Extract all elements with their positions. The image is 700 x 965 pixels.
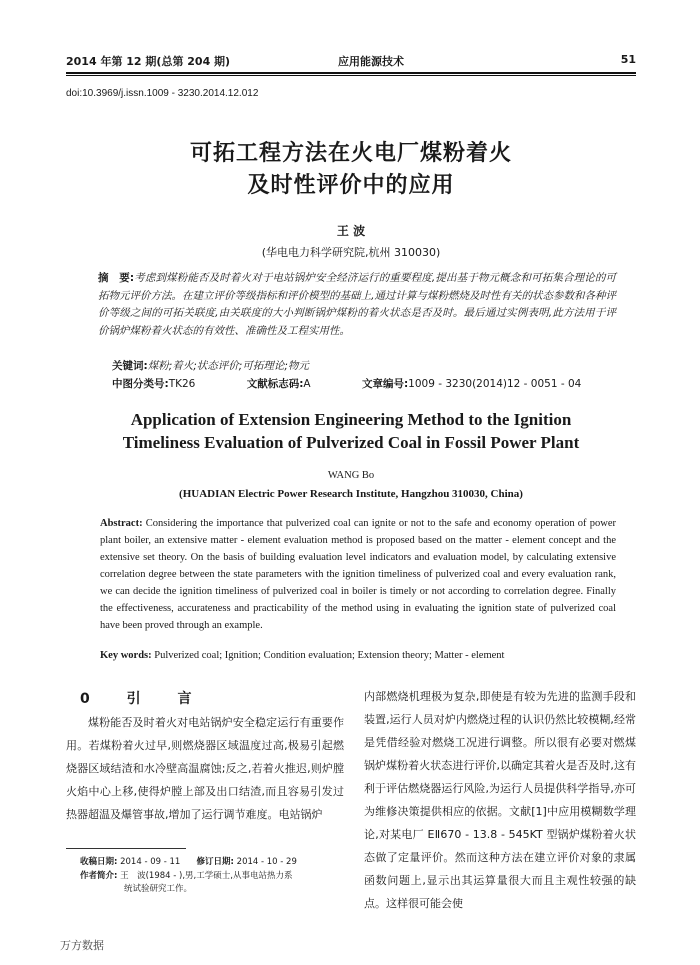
journal-name: 应用能源技术 bbox=[338, 55, 404, 68]
en-abstract-label: Abstract: bbox=[100, 518, 143, 529]
clc-label: 中图分类号: bbox=[112, 378, 169, 390]
section-heading: 0 引 言 bbox=[80, 691, 208, 707]
en-keywords-text: Pulverized coal; Ignition; Condition evaluation; Extension theory; Matter - element bbox=[154, 650, 505, 661]
bio-label: 作者简介: bbox=[80, 871, 118, 881]
footnote-dates bbox=[80, 856, 297, 868]
doc-code-label: 文献标志码: bbox=[246, 378, 304, 390]
article-no-label: 文章编号: bbox=[361, 378, 409, 390]
header-rule bbox=[66, 72, 636, 74]
en-abstract bbox=[100, 515, 616, 634]
en-keywords-label: Key words: bbox=[100, 650, 152, 661]
doi: doi:10.3969/j.issn.1009 - 3230.2014.12.012 bbox=[66, 88, 259, 99]
cn-title-line2: 及时性评价中的应用 bbox=[247, 173, 455, 198]
en-affiliation: (HUADIAN Electric Power Research Institute, Hangzhou 310030, China) bbox=[179, 488, 523, 500]
en-keywords bbox=[100, 650, 630, 661]
footnote-bio bbox=[80, 870, 292, 882]
cn-keywords bbox=[112, 358, 309, 373]
cn-keywords-label: 关键词: bbox=[112, 360, 148, 372]
body-right-column: 内部燃烧机理极为复杂,即使是有较为先进的监测手段和装置,运行人员对炉内燃烧过程的认识仍然比较模糊,经常是凭借经验对燃烧工况进行调整。所以很有必要对燃煤锅炉煤粉着火状态进行评价,以确定其着火是否及时,这有利于评估燃烧器运行风险,为运行人员提供科学指导,亦可为维修决策提供相应的依据。文献[1]中应用模糊数学理论,对某电厂 EⅡ670 - 13.8 - 545KT 型锅炉煤粉着火状态做了定量评价。然而这种方法在建立评价对象的隶属函数问题上,显示出其运算量很大而且主观性较强的缺点。这样很可能会使 bbox=[364, 690, 636, 910]
cn-keywords-text: 煤粉;着火;状态评价;可拓理论;物元 bbox=[147, 360, 309, 372]
cn-classification bbox=[112, 376, 629, 391]
en-abstract-text: Considering the importance that pulverized coal can ignite or not to the safe and economy operation of power plant boiler, an extensive matter - element evaluation method is proposed based on the matter - element concept and the extensive set theory. On the basis of building evaluation level indicators and evaluation model, by calculating extensive correlation degree between the state parameters with the ignition timeliness of pulverized coal and every evaluation rank, we can decide the ignition timeliness of pulverized coal in boiler is timely or not according to correlation degree. Finally the effectiveness, accurateness and practicability of the method using in evaluating the ignition state of pulverized coal have been proved through an example. bbox=[100, 518, 616, 631]
cn-title-line1: 可拓工程方法在火电厂煤粉着火 bbox=[189, 141, 512, 166]
footnote-bio-line2: 统试验研究工作。 bbox=[124, 884, 193, 894]
header-rule-thin bbox=[66, 75, 636, 76]
watermark: 万方数据 bbox=[60, 939, 104, 952]
footnote-rule bbox=[66, 848, 186, 849]
running-header bbox=[66, 53, 636, 71]
clc-field bbox=[112, 378, 219, 390]
article-no-value: 1009 - 3230(2014)12 - 0051 - 04 bbox=[408, 378, 582, 390]
body-left-column: 煤粉能否及时着火对电站锅炉安全稳定运行有重要作用。若煤粉着火过早,则燃烧器区域温度过高,极易引起燃烧器区域结渣和水冷壁高温腐蚀;反之,若着火推迟,则炉膛火焰中心上移,使得炉膛上部及出口结渣,而且容易引发过热器超温及爆管事故,增加了运行调节难度。电站锅炉 bbox=[66, 716, 344, 821]
cn-abstract-label: 摘 要: bbox=[98, 272, 135, 284]
received-date: 2014 - 09 - 11 bbox=[120, 857, 181, 867]
cn-affiliation: (华电电力科学研究院,杭州 310030) bbox=[261, 246, 441, 259]
revised-label: 修订日期: bbox=[196, 857, 234, 867]
doc-code-field bbox=[247, 378, 335, 390]
bio-line1: 王 波(1984 - ),男,工学硕士,从事电站热力系 bbox=[120, 871, 293, 881]
en-author: WANG Bo bbox=[327, 470, 375, 481]
article-no-field bbox=[362, 378, 605, 390]
cn-abstract-text: 考虑到煤粉能否及时着火对于电站锅炉安全经济运行的重要程度,提出基于物元概念和可拓集合理论的可拓物元评价方法。在建立评价等级指标和评价模型的基础上,通过计算与煤粉燃烧及时性有关的状态参数和各种评价等级之间的可拓关联度,由关联度的大小判断锅炉煤粉的着火状态是否及时。最后通过实例表明,此方法用于评价锅炉煤粉着火状态的有效性、准确性及工程实用性。 bbox=[98, 272, 617, 337]
page-number: 51 bbox=[620, 53, 636, 66]
cn-abstract bbox=[98, 270, 616, 340]
clc-value: TK26 bbox=[168, 378, 196, 390]
issue-info: 2014 年第 12 期(总第 204 期) bbox=[66, 55, 231, 68]
en-title-line1: Application of Extension Engineering Method to the Ignition bbox=[130, 410, 572, 429]
revised-date: 2014 - 10 - 29 bbox=[236, 857, 297, 867]
received-label: 收稿日期: bbox=[80, 857, 118, 867]
en-title-line2: Timeliness Evaluation of Pulverized Coal in Fossil Power Plant bbox=[122, 433, 580, 452]
cn-author: 王 波 bbox=[336, 224, 366, 238]
doc-code-value: A bbox=[303, 378, 311, 390]
